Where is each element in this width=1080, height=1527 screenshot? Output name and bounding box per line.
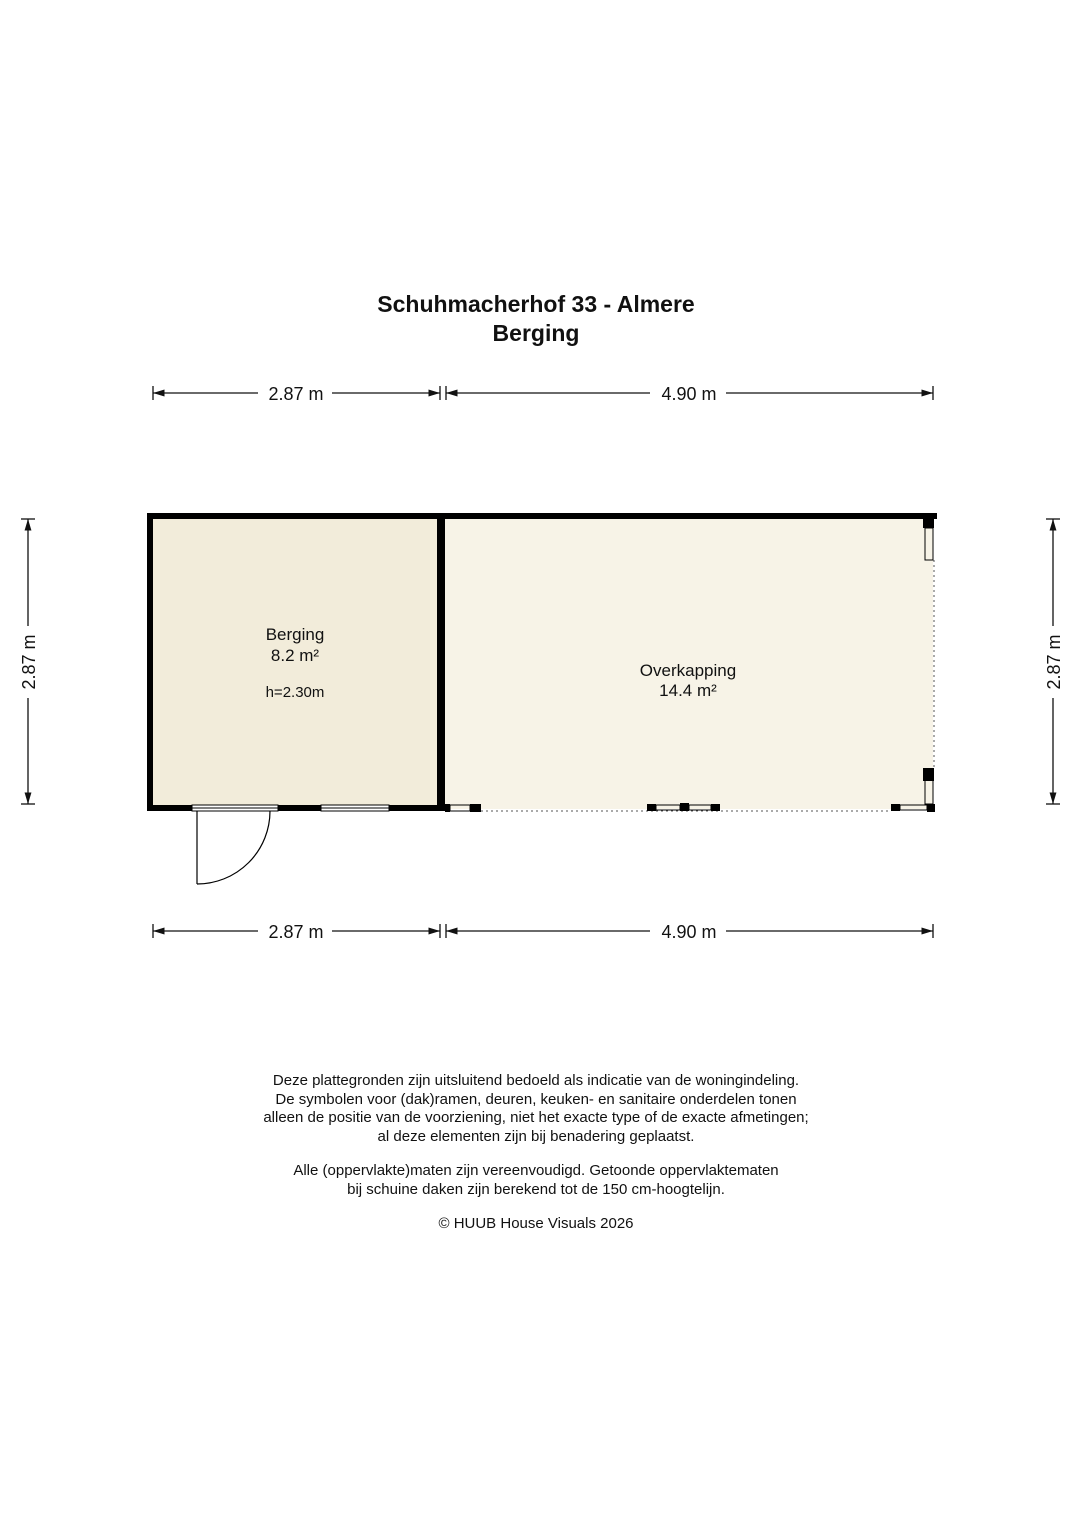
dimension-left-label: 2.87 m [19, 634, 39, 690]
dimension-right [1044, 519, 1064, 804]
dimension-top [153, 384, 933, 404]
dimension-right-label: 2.87 m [1044, 634, 1064, 690]
plan-title-floor: Berging [492, 320, 580, 346]
plan-title-address: Schuhmacherhof 33 - Almere [377, 291, 695, 317]
disclaimer-line: Alle (oppervlakte)maten zijn vereenvoudigd. Getoonde oppervlaktematen [293, 1162, 779, 1179]
copyright: © HUUB House Visuals 2026 [438, 1215, 634, 1232]
dimension-bottom-right-label: 4.90 m [661, 922, 717, 942]
room-overkapping-name: Overkapping [639, 661, 737, 680]
window-berging [321, 805, 389, 811]
disclaimer-line: alleen de positie van de voorziening, niet het exacte type of de exacte afmetingen; [263, 1109, 809, 1126]
dimension-bottom [153, 922, 933, 942]
disclaimer-line: al deze elementen zijn bij benadering geplaatst. [377, 1127, 695, 1145]
room-overkapping-area: 14.4 m² [659, 681, 717, 700]
room-berging-name: Berging [265, 625, 325, 644]
room-berging-height: h=2.30m [265, 684, 325, 701]
disclaimer-line: bij schuine daken zijn berekend tot de 150 cm-hoogtelijn. [347, 1180, 725, 1198]
disclaimer-paragraph-1 [0, 1072, 1072, 1146]
disclaimer-line: Deze plattegronden zijn uitsluitend bedoeld als indicatie van de woningindeling. [272, 1072, 800, 1089]
dimension-top-left-label: 2.87 m [268, 384, 324, 404]
room-berging-area: 8.2 m² [270, 646, 320, 665]
dimension-left [19, 519, 39, 804]
dimension-top-right-label: 4.90 m [661, 384, 717, 404]
dimension-bottom-left-label: 2.87 m [268, 922, 324, 942]
door-berging [192, 805, 278, 884]
disclaimer-paragraph-2 [0, 1162, 1072, 1199]
disclaimer-line: De symbolen voor (dak)ramen, deuren, keuken- en sanitaire onderdelen tonen [275, 1090, 797, 1108]
